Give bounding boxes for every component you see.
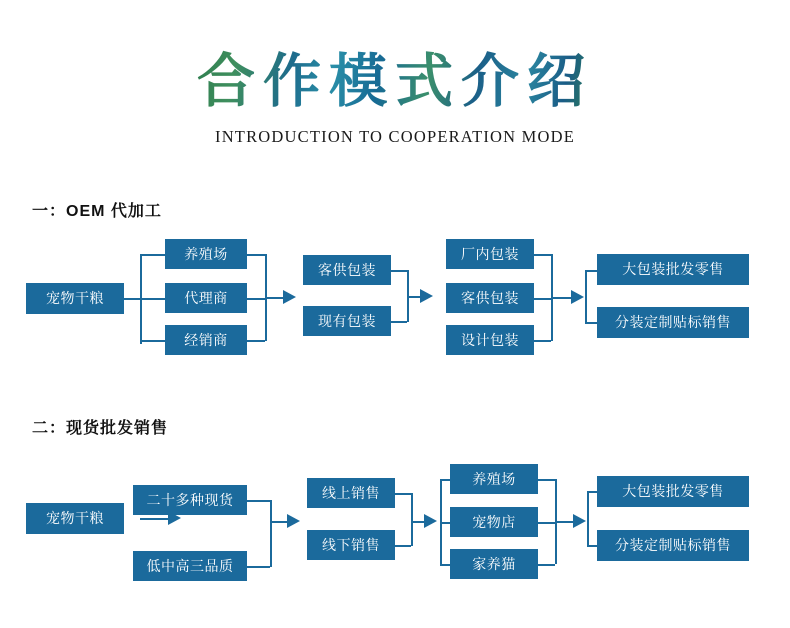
node-s2-breeding-farm: 养殖场	[450, 464, 538, 494]
node-s1-breeding-farm: 养殖场	[165, 239, 247, 269]
node-s2-repack-custom-label-sales: 分装定制贴标销售	[597, 530, 749, 561]
node-s2-three-quality-grades: 低中高三品质	[133, 551, 247, 581]
connector-line	[534, 298, 551, 300]
connector-line	[555, 521, 573, 523]
connector-line	[534, 254, 551, 256]
node-s1-distributor: 经销商	[165, 325, 247, 355]
connector-line	[440, 522, 450, 524]
arrow-icon	[571, 290, 584, 304]
connector-line	[411, 493, 413, 546]
connector-line	[440, 479, 450, 481]
connector-line	[538, 522, 555, 524]
arrow-icon	[420, 289, 433, 303]
connector-line	[140, 298, 165, 300]
node-s1-bulk-wholesale-retail: 大包装批发零售	[597, 254, 749, 285]
connector-line	[247, 500, 270, 502]
connector-line	[265, 297, 283, 299]
connector-line	[140, 254, 165, 256]
connector-line	[587, 545, 597, 547]
connector-line	[395, 545, 411, 547]
arrow-icon	[573, 514, 586, 528]
node-s1-source: 宠物干粮	[26, 283, 124, 314]
connector-line	[585, 270, 587, 322]
connector-line	[270, 500, 272, 567]
node-s1-in-factory-packaging: 厂内包装	[446, 239, 534, 269]
node-s1-existing-packaging: 现有包装	[303, 306, 391, 336]
connector-line	[551, 297, 571, 299]
node-s2-online-sales: 线上销售	[307, 478, 395, 508]
node-s1-designed-packaging: 设计包装	[446, 325, 534, 355]
connector-line	[585, 270, 597, 272]
connector-line	[538, 479, 555, 481]
node-s2-source: 宠物干粮	[26, 503, 124, 534]
connector-line	[585, 322, 597, 324]
arrow-icon	[287, 514, 300, 528]
arrow-icon	[283, 290, 296, 304]
connector-line	[247, 298, 265, 300]
section-heading-stock-wholesale: 二：现货批发销售	[32, 420, 169, 437]
connector-line	[534, 340, 551, 342]
connector-line	[140, 340, 165, 342]
connector-line	[407, 296, 420, 298]
node-s1-agent: 代理商	[165, 283, 247, 313]
node-s1-repack-custom-label-sales: 分装定制贴标销售	[597, 307, 749, 338]
arrow-icon	[424, 514, 437, 528]
page-header	[0, 0, 790, 147]
connector-line	[270, 521, 287, 523]
node-s2-twenty-plus-stock: 二十多种现货	[133, 485, 247, 515]
connector-line	[391, 321, 407, 323]
connector-line	[538, 564, 555, 566]
connector-line	[587, 491, 597, 493]
node-s2-offline-sales: 线下销售	[307, 530, 395, 560]
connector-line	[140, 518, 168, 520]
arrow-icon	[168, 511, 181, 525]
connector-line	[391, 270, 407, 272]
page-subtitle: INTRODUCTION TO COOPERATION MODE	[215, 126, 575, 146]
node-s1-customer-supplied-packaging: 客供包装	[303, 255, 391, 285]
node-s1-customer-packaging: 客供包装	[446, 283, 534, 313]
node-s2-pet-store: 宠物店	[450, 507, 538, 537]
connector-line	[247, 340, 265, 342]
page-title: 合作模式介绍	[196, 47, 593, 115]
node-s2-bulk-wholesale-retail: 大包装批发零售	[597, 476, 749, 507]
connector-line	[124, 298, 140, 300]
connector-line	[247, 254, 265, 256]
connector-line	[587, 491, 589, 545]
node-s2-home-cat: 家养猫	[450, 549, 538, 579]
connector-line	[395, 493, 411, 495]
connector-line	[440, 564, 450, 566]
connector-line	[411, 521, 424, 523]
connector-line	[247, 566, 270, 568]
section-heading-oem: 一：OEM 代加工	[32, 203, 162, 220]
